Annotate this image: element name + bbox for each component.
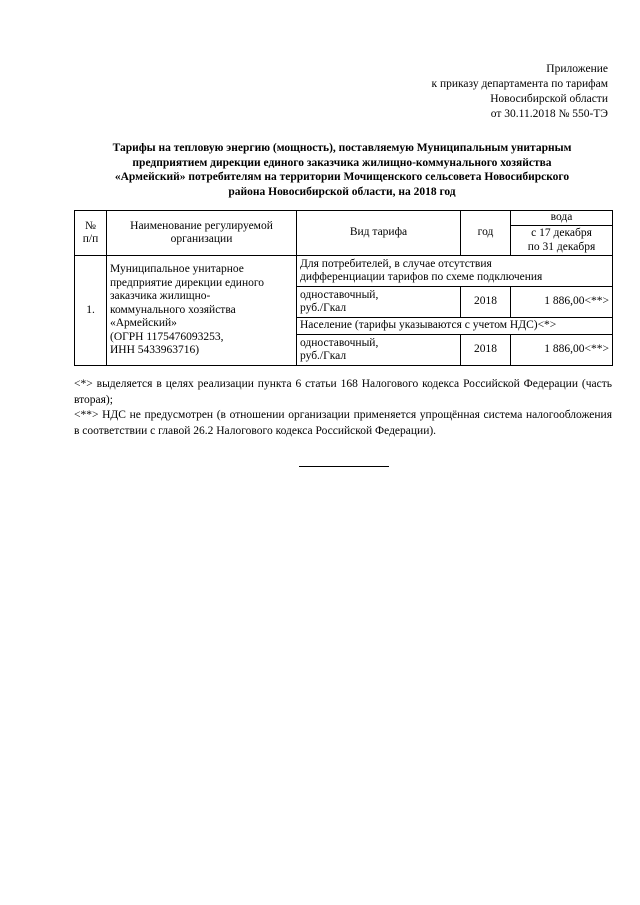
header-organization-line-1: Наименование регулируемой — [130, 219, 273, 232]
header-period-line-1: с 17 декабря — [531, 227, 592, 239]
header-period — [511, 226, 613, 256]
organization-line-1: Муниципальное унитарное — [110, 263, 244, 276]
consumer-group-2: Население (тарифы указываются с учетом НДС)<*> — [297, 318, 613, 335]
consumer-group-1-line-2: дифференциации тарифов по схеме подключения — [300, 271, 543, 283]
table-row-group-1 — [75, 256, 613, 287]
organization-name — [107, 256, 297, 366]
tariff-year-1: 2018 — [461, 287, 511, 318]
document-title — [72, 141, 612, 199]
organization-line-5: «Армейский» — [110, 317, 177, 330]
tariff-type-2 — [297, 335, 461, 366]
tariff-value-2: 1 886,00<**> — [511, 335, 613, 366]
title-line-4: района Новосибирской области, на 2018 год — [228, 185, 456, 198]
header-number-line-1: № — [85, 219, 96, 232]
organization-line-7: ИНН 5433963716) — [110, 344, 200, 357]
header-organization-line-2: организации — [170, 233, 233, 245]
appendix-line-4: от 30.11.2018 № 550-ТЭ — [490, 108, 608, 120]
end-separator-line — [299, 466, 389, 467]
row-number: 1. — [75, 256, 107, 366]
tariff-value-1: 1 886,00<**> — [511, 287, 613, 318]
appendix-block — [431, 62, 608, 122]
organization-line-4: коммунального хозяйства — [110, 303, 236, 316]
tariff-type-1-line-1: одноставочный, — [300, 288, 379, 301]
header-period-line-2: по 31 декабря — [527, 240, 596, 253]
organization-line-3: заказчика жилищно- — [110, 290, 211, 303]
tariff-table — [74, 210, 613, 366]
header-number-line-2: п/п — [82, 233, 99, 245]
appendix-line-2: к приказу департамента по тарифам — [431, 78, 608, 90]
tariff-type-2-line-2: руб./Гкал — [300, 350, 347, 362]
header-water: вода — [511, 211, 613, 226]
tariff-type-1-line-2: руб./Гкал — [300, 302, 347, 314]
tariff-type-1 — [297, 287, 461, 318]
tariff-type-2-line-1: одноставочный, — [300, 336, 379, 349]
appendix-line-1: Приложение — [546, 63, 608, 75]
appendix-line-3: Новосибирской области — [490, 93, 608, 105]
footnotes — [74, 377, 612, 439]
title-line-3: «Армейский» потребителям на территории Мочищенского сельсовета Новосибирского — [114, 171, 570, 183]
footnote-vat-not-applicable: <**> НДС не предусмотрен (в отношении организации применяется упрощённая система налогообложения в соответствии с главой 26.2 Налогового кодекса Российской Федерации). — [74, 409, 612, 437]
header-organization — [107, 211, 297, 256]
header-number — [75, 211, 107, 256]
tariff-year-2: 2018 — [461, 335, 511, 366]
consumer-group-1 — [297, 256, 613, 287]
organization-line-2: предприятие дирекции единого — [110, 276, 265, 289]
header-year: год — [461, 211, 511, 256]
organization-line-6: (ОГРН 1175476093253, — [110, 330, 224, 343]
header-tariff-type: Вид тарифа — [297, 211, 461, 256]
consumer-group-1-line-1: Для потребителей, в случае отсутствия — [300, 257, 492, 270]
table-header-row-1 — [75, 211, 613, 226]
footnote-vat-included: <*> выделяется в целях реализации пункта 6 статьи 168 Налогового кодекса Российской Федерации (часть вторая); — [74, 378, 612, 406]
title-line-2: предприятием дирекции единого заказчика жилищно-коммунального хозяйства — [132, 156, 552, 169]
title-line-1: Тарифы на тепловую энергию (мощность), поставляемую Муниципальным унитарным — [112, 142, 572, 154]
